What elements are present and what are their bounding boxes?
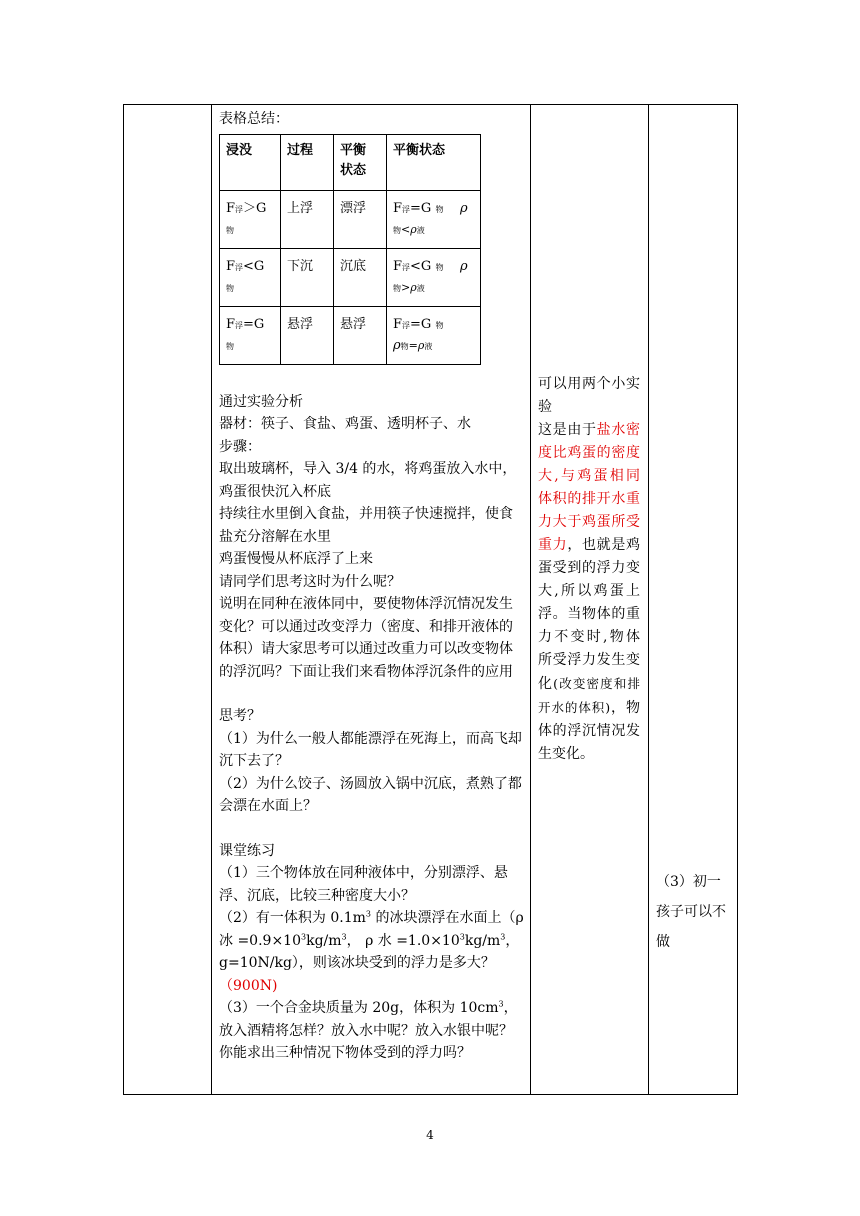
remark-column xyxy=(656,867,730,957)
header-cell: 平衡 状态 xyxy=(334,134,387,190)
experiment-question: 请同学们思考这时为什么呢？ xyxy=(219,573,401,590)
thinking-question: （1）为什么一般人都能漂浮在死海上，而高飞却沉下去了？ xyxy=(219,730,522,769)
table-cell: F浮<G 物 xyxy=(220,248,281,306)
table-row xyxy=(220,190,481,248)
practice-question: （3）一个合金块质量为 20g，体积为 $10cm^3$，放入酒精将怎样？放入水中呢？放入水银中呢？ 你能求出三种情况下物体受到的浮力吗？ xyxy=(219,999,518,1061)
note-line: 可以用两个小实验 xyxy=(538,376,640,415)
experiment-steps-label: 步骤： xyxy=(219,438,261,455)
column-divider xyxy=(530,104,531,1095)
table-cell: 下沉 xyxy=(281,248,334,306)
table-cell: 悬浮 xyxy=(281,306,334,364)
experiment-step: 鸡蛋慢慢从杯底浮了上来 xyxy=(219,551,373,567)
summary-table xyxy=(219,134,481,365)
column-divider xyxy=(211,104,212,1095)
experiment-title: 通过实验分析 xyxy=(219,393,303,410)
header-cell: 过程 xyxy=(281,134,334,190)
table-row xyxy=(220,306,481,364)
table-cell: F浮=G 物 xyxy=(220,306,281,364)
table-cell: F浮=G 物 ρ物=ρ液 xyxy=(387,306,481,364)
experiment-explanation: 说明在同种在液体同中，要使物体浮沉情况发生变化？可以通过改变浮力（密度、和排开液体的体积）请大家思考可以通过改重力可以改变物体的浮沉吗？下面让我们来看物体浮沉条件的应用 xyxy=(219,596,513,680)
thinking-title: 思考？ xyxy=(219,708,261,724)
thinking-question: （2）为什么饺子、汤圆放入锅中沉底，煮熟了都会漂在水面上？ xyxy=(219,775,522,814)
table-row xyxy=(220,248,481,306)
table-cell: F浮=G 物 ρ 物<ρ液 xyxy=(387,190,481,248)
practice-answer: （900N) xyxy=(219,977,278,994)
main-content xyxy=(219,108,524,1065)
table-cell: 上浮 xyxy=(281,190,334,248)
summary-heading: 表格总结： xyxy=(219,111,289,127)
table-cell: F浮＞G 物 xyxy=(220,190,281,248)
experiment-materials: 器材：筷子、食盐、鸡蛋、透明杯子、水 xyxy=(219,416,471,432)
page-number: 4 xyxy=(426,1128,434,1142)
experiment-step: 取出玻璃杯，导入 3/4 的水，将鸡蛋放入水中，鸡蛋很快沉入杯底 xyxy=(219,461,517,500)
experiment-step: 持续往水里倒入食盐，并用筷子快速搅拌，使食盐充分溶解在水里 xyxy=(219,506,513,545)
table-cell: 悬浮 xyxy=(334,306,387,364)
practice-question: （2）有一体积为 $0.1m^3$ 的冰块漂浮在水面上（ρ冰 $=0.9\times 10^3kg/m^3$， ρ 水 $=1.0\times 10^3kg/m^3$，g=10N/kg），则该冰块受到的浮力是多大？ xyxy=(219,909,524,971)
practice-title: 课堂练习 xyxy=(219,842,275,859)
practice-question: （1）三个物体放在同种液体中，分别漂浮、悬浮、沉底，比较三种密度大小？ xyxy=(219,865,508,904)
remark-text: （3）初一孩子可以不做 xyxy=(656,874,726,950)
header-cell: 浸没 xyxy=(220,134,281,190)
column-divider xyxy=(648,104,649,1095)
table-header-row xyxy=(220,134,481,190)
header-cell: 平衡状态 xyxy=(387,134,481,190)
note-line: 这是由于盐水密度比鸡蛋的密度大,与鸡蛋相同体积的排开水重力大于鸡蛋所受重力，也就是鸡蛋受到的浮力变大,所以鸡蛋上浮。当物体的重力不变时,物体所受浮力发生变化(改变密度和排开水的体积)，物体的浮沉情况发生变化。 xyxy=(538,422,641,762)
table-cell: 漂浮 xyxy=(334,190,387,248)
table-cell: F浮<G 物 ρ 物>ρ液 xyxy=(387,248,481,306)
teacher-notes xyxy=(538,373,640,766)
table-cell: 沉底 xyxy=(334,248,387,306)
